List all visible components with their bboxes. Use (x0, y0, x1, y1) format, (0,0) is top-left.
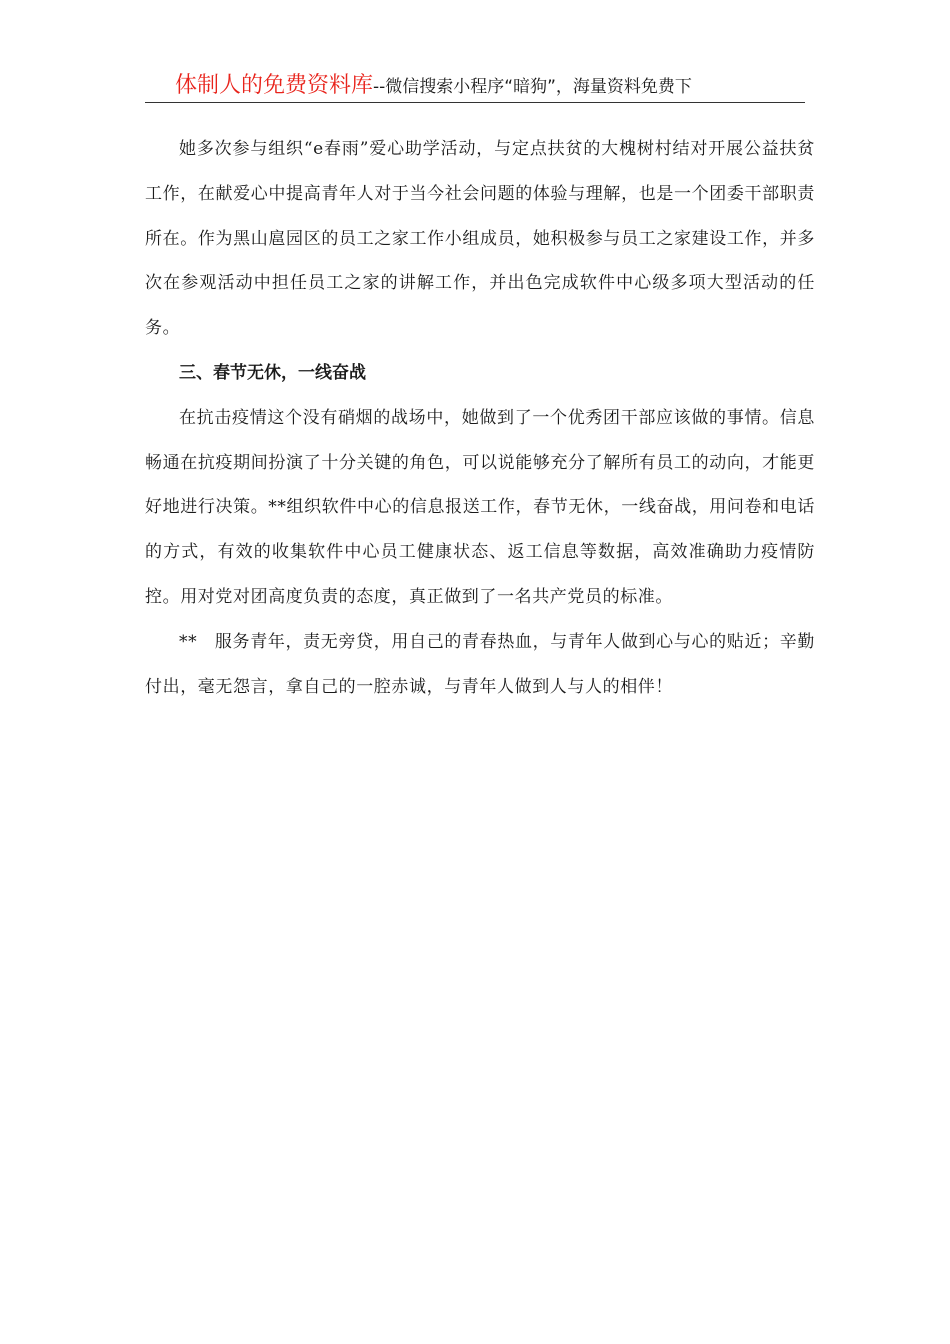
paragraph-closing: ** 服务青年，责无旁贷，用自己的青春热血，与青年人做到心与心的贴近；辛勤付出，毫无怨言，拿自己的一腔赤诚，与青年人做到人与人的相伴！ (145, 631, 815, 697)
paragraph-volunteer: 她多次参与组织“e春雨”爱心助学活动，与定点扶贫的大槐树村结对开展公益扶贫工作，在献爱心中提高青年人对于当今社会问题的体验与理解，也是一个团委干部职责所在。作为黑山扈园区的员工之家工作小组成员，她积极参与员工之家建设工作，并多次在参观活动中担任员工之家的讲解工作，并出色完成软件中心级多项大型活动的任务。 (145, 139, 815, 339)
page-header (145, 70, 805, 103)
paragraph-epidemic: 在抗击疫情这个没有硝烟的战场中，她做到了一个优秀团干部应该做的事情。信息畅通在抗疫期间扮演了十分关键的角色，可以说能够充分了解所有员工的动向，才能更好地进行决策。**组织软件中心的信息报送工作，春节无休，一线奋战，用问卷和电话的方式，有效的收集软件中心员工健康状态、返工信息等数据，高效准确助力疫情防控。用对党对团高度负责的态度，真正做到了一名共产党员的标准。 (145, 407, 815, 607)
section-heading-3: 三、春节无休，一线奋战 (179, 362, 366, 383)
header-brand: 体制人的免费资料库 (175, 73, 374, 98)
document-body (145, 127, 815, 709)
header-subtitle: --微信搜索小程序“暗狗”，海量资料免费下 (373, 77, 692, 97)
